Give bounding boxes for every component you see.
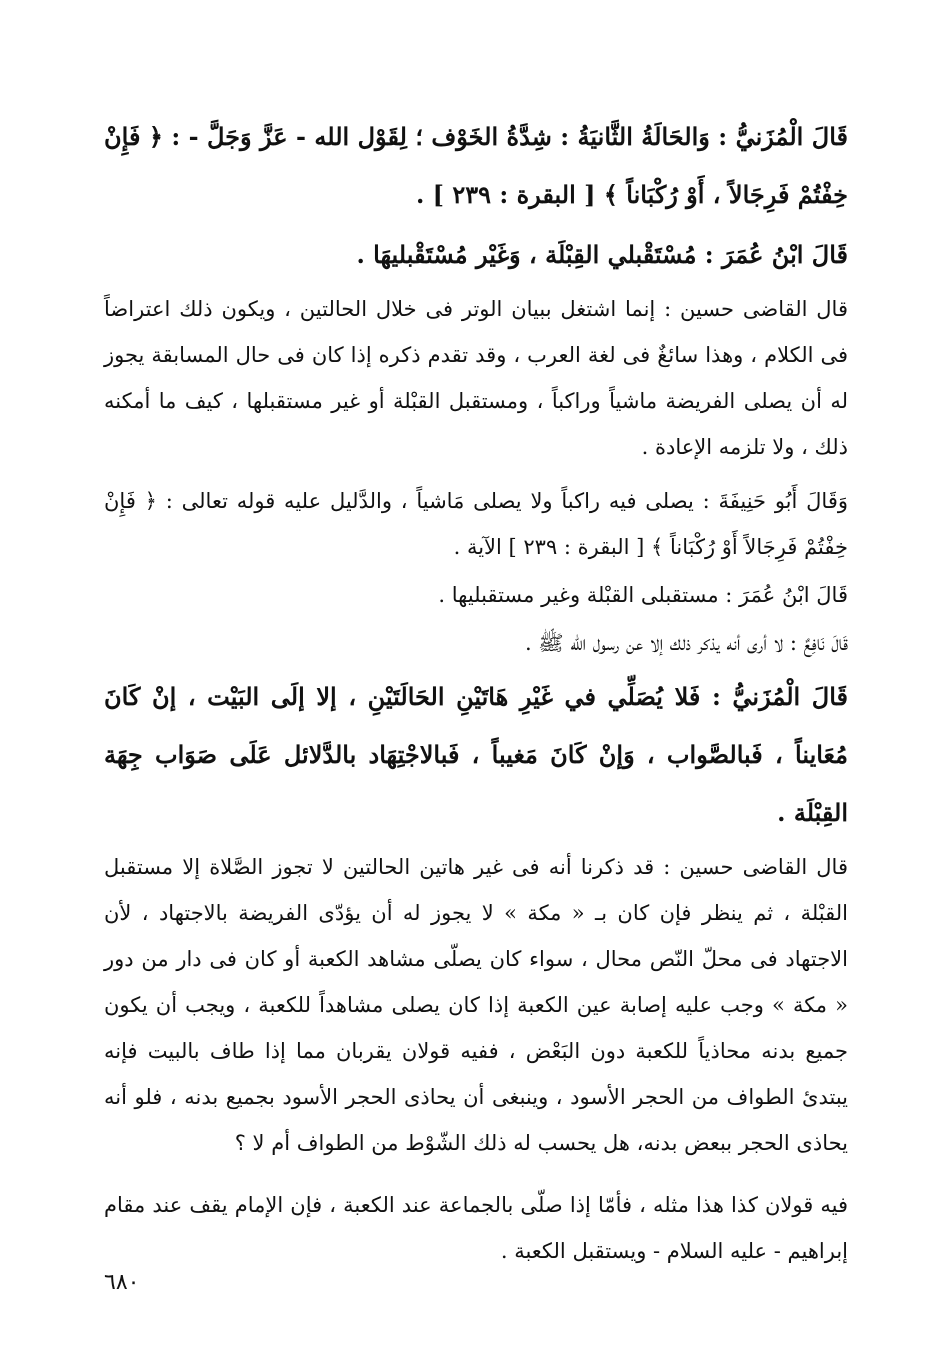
paragraph-muzani-qibla: قَالَ الْمُزَنيُّ : فَلا يُصَلِّي في غَيْرِ هَاتَيْنِ الحَالَتَيْنِ ، إلا إلَى البَيْت ، إنْ كَانَ مُعَايناً ، فَبالصَّواب ، وَإنْ كَانَ مَغيباً ، فَبالاجْتِهَاد بالدَّلائل عَلَى صَوَاب جِهَة القِبْلَة . xyxy=(104,682,848,827)
paragraph-qadi-husayn-1: قال القاضى حسين : إنما اشتغل ببيان الوتر فى خلال الحالتين ، ويكون ذلك اعتراضاً فى الكلام ، وهذا سائغٌ فى لغة العرب ، وقد تقدم ذكره إذا كان فى حال المسابقة يجوز له أن يصلى الفريضة ماشياً وراكباً ، ومستقبل القبْلة أو غير مستقبلها ، كيف ما أمكنه ذلك ، ولا تلزمه الإعادة . xyxy=(104,297,849,459)
page-number: ٦٨٠ xyxy=(104,1270,140,1295)
paragraph-ibn-umar-1: قَالَ ابْنُ عُمَرَ : مُسْتَقْبلي القِبْلَة ، وَغَيْر مُسْتَقْبليهَا . xyxy=(356,240,848,269)
paragraph-qadi-husayn-2: قال القاضى حسين : قد ذكرنا أنه فى غير هاتين الحالتين لا تجوز الصَّلاة إلا مستقبل القبْلة ، ثم ينظر فإن كان بـ « مكة » لا يجوز له أن يؤدّى الفريضة بالاجتهاد ، لأن الاجتهاد فى محلّ النّص محال ، سواء كان يصلّى مشاهد الكعبة أو كان فى دار من دور « مكة » وجب عليه إصابة عين الكعبة إذا كان يصلى مشاهداً للكعبة ، ويجب أن يكون جميع بدنه محاذياً للكعبة دون البَعْض ، ففيه قولان يقربان مما إذا طاف بالبيت فإنه يبتدئ الطواف من الحجر الأسود ، وينبغى أن يحاذى الحجر الأسود بجميع بدنه ، فلو أنه يحاذى الحجر ببعض بدنه، هل يحسب له ذلك الشّوْط من الطواف أم لا ؟ xyxy=(104,855,848,1155)
paragraph-abu-hanifa: وَقَالَ أَبُو حَنِيفَةَ : يصلى فيه راكباً ولا يصلى مَاشياً ، والدَّليل عليه قوله تعالى : ﴿ فَإِنْ خِفْتُمْ فَرِجَالاً أَوْ رُكْبَاناً ﴾ [ البقرة : ٢٣٩ ] الآية . xyxy=(104,489,848,559)
paragraph-nafi: قَالَ نَافِعٌ : لا أرى أنه يذكر ذلك إلا عن رسول الله ﷺ . xyxy=(524,631,848,655)
paragraph-muzani-khawf: قَالَ الْمُزَنيُّ : وَالحَالَةُ الثَّانيَةُ : شِدَّةُ الخَوْف ؛ لِقَوْل الله - عَزَّ وَجَلَّ - : ﴿ فَإِنْ خِفْتُمْ فَرِجَالاً ، أَوْ رُكْبَاناً ﴾ [ البقرة : ٢٣٩ ] . xyxy=(104,122,848,209)
paragraph-imam-kaaba: فيه قولان كذا هذا مثله ، فأمّا إذا صلّى بالجماعة عند الكعبة ، فإن الإمام يقف عند مقام إبراهيم - عليه السلام - ويستقبل الكعبة . xyxy=(104,1193,848,1263)
paragraph-ibn-umar-2: قَالَ ابْنُ عُمَرَ : مستقبلى القبْلة وغير مستقبليها . xyxy=(438,583,848,607)
